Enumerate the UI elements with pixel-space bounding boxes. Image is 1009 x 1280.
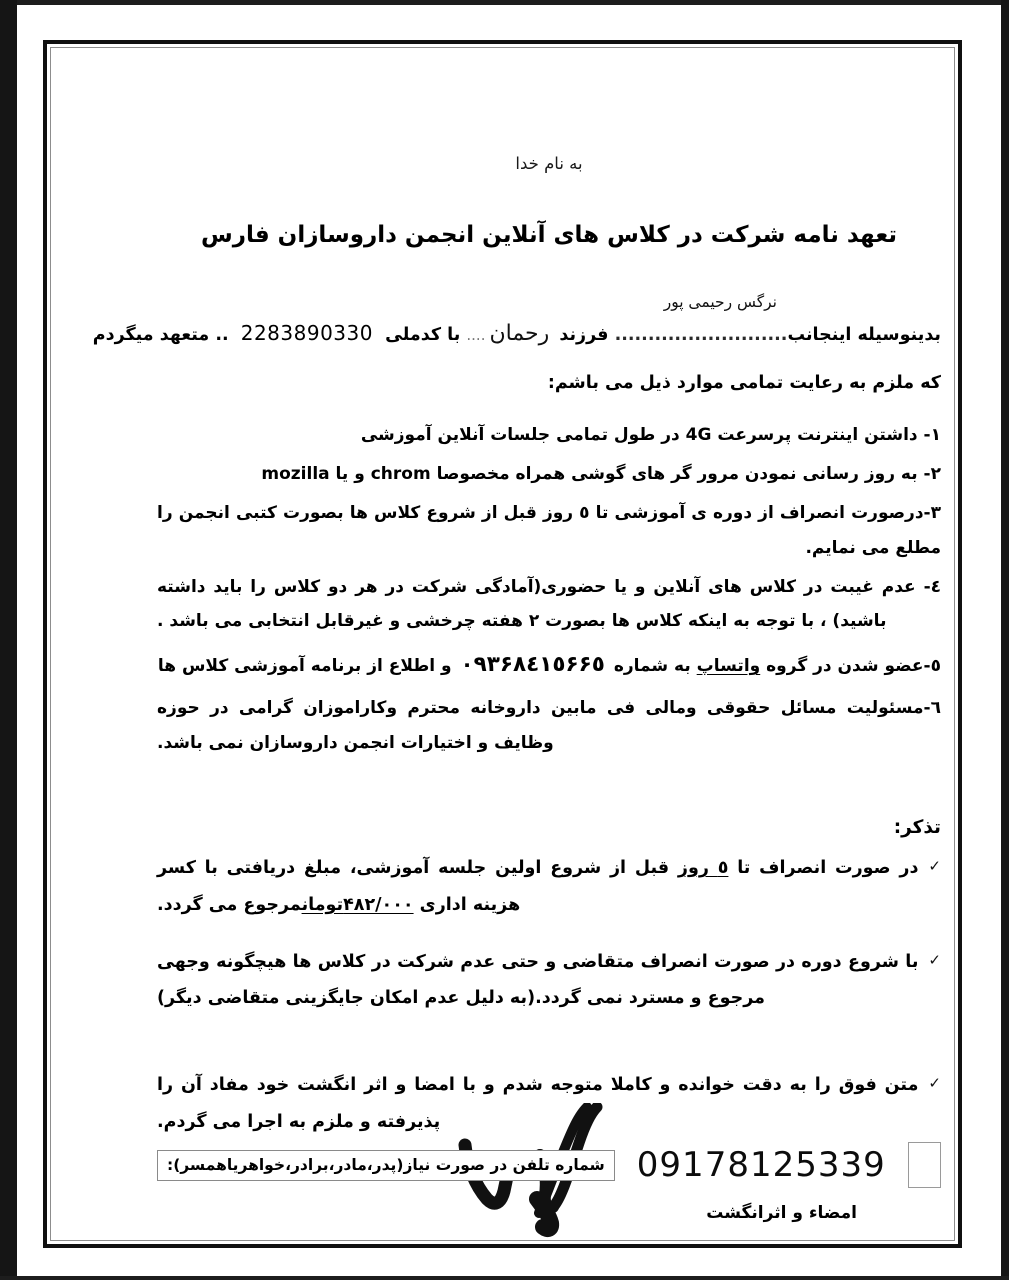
notice-item-2 (157, 944, 941, 1018)
notice-item-3-text: متن فوق را به دقت خوانده و کاملا متوجه شدم و با امضا و اثر انگشت خود مفاد آن را پذیرفته و ملزم به اجرا می گردم. (157, 1075, 919, 1132)
clause-5-whatsapp-word: واتساپ (696, 656, 761, 677)
scan-edge-bottom (0, 1276, 1009, 1280)
clause-item-3 (157, 496, 941, 566)
notice-1-part3: مرجوع می گردد. (157, 894, 302, 915)
document-body (92, 102, 989, 1274)
intro-block (92, 293, 941, 400)
clause-5-whatsapp-number: ۰۹۳۶۸٤۱٥۶۶٥ (460, 652, 605, 678)
clause-1-latin: 4G (685, 425, 712, 446)
intro-father-dots: .... (466, 326, 486, 345)
intro-father-label: فرزند (559, 325, 609, 346)
clause-2-latin-mozilla: mozilla (261, 464, 330, 485)
intro-name-dots: .......................... (614, 325, 788, 346)
footer-phone-row (157, 1142, 941, 1188)
notice-1-part1: در صورت انصراف تا (737, 858, 919, 879)
commitment-line: که ملزم به رعایت تمامی موارد ذیل می باشم: (547, 372, 941, 393)
notice-item-2-text: با شروع دوره در صورت انصراف متقاضی و حتی عدم شرکت در کلاس ها هیچگونه وجهی مرجوع و مسترد نمی گردد.(به دلیل عدم امکان جایگزینی متقاضی دیگر) (157, 951, 919, 1009)
clause-2-latin-chrome: chrom (370, 464, 431, 485)
clause-6-number: ٦- (923, 698, 941, 719)
clause-3-text: درصورت انصراف از دوره ی آموزشی تا ٥ روز قبل از شروع کلاس ها بصورت کتبی انجمن را مطلع می نمایم. (157, 502, 941, 558)
notice-item-1 (157, 850, 941, 924)
filled-father-name: رحمان (489, 321, 550, 347)
clause-3-number: ۳- (923, 502, 941, 523)
clause-item-5 (157, 643, 941, 687)
intro-prefix: بدینوسیله اینجانب (787, 325, 941, 346)
clause-item-1 (157, 418, 941, 453)
clause-1-number: ۱- (923, 425, 941, 446)
clause-5-text-before: عضو شدن در گروه (766, 656, 924, 677)
clause-5-text-after: و اطلاع از برنامه آموزشی کلاس ها (157, 656, 452, 677)
phone-label-box: شماره تلفن در صورت نیاز(پدر،مادر،برادر،خواهریاهمسر): (157, 1150, 615, 1181)
notice-list (157, 850, 941, 1141)
checkmark-icon: ✓ (928, 950, 941, 969)
clause-5-number: ٥- (923, 656, 941, 677)
intro-id-label: با کدملی (385, 325, 461, 346)
clause-2-text-middle: و یا (335, 464, 365, 485)
clause-1-text-before: داشتن اینترنت پرسرعت (717, 425, 918, 446)
notice-item-3 (157, 1067, 941, 1141)
clause-list (157, 418, 941, 761)
notice-1-days: ٥ روز (677, 858, 729, 879)
notice-heading: تذکر: (893, 817, 941, 839)
notice-item-1-text (157, 850, 918, 924)
checkmark-icon: ✓ (928, 1074, 941, 1093)
clause-4-number: ٤- (923, 576, 942, 597)
filled-national-id: 2283890330 (240, 321, 373, 346)
scan-edge-left (0, 0, 17, 1280)
notice-1-part2: قبل از شروع اولین جلسه آموزشی، مبلغ دریافتی با کسر هزینه اداری (157, 858, 670, 915)
scan-edge-right (1001, 0, 1009, 1280)
intro-line (92, 313, 941, 355)
clause-4-text: عدم غیبت در کلاس های آنلاین و یا حضوری(آمادگی شرکت در هر دو کلاس را باید داشته باشید) ، با توجه به اینکه کلاس ها بصورت ۲ هفته چرخشی و غیرقابل انتخابی می باشد . (157, 576, 916, 632)
clause-1-text-after: در طول تمامی جلسات آنلاین آموزشی (360, 425, 680, 446)
clause-6-text: مسئولیت مسائل حقوقی ومالی فی مابین داروخانه محترم وکاراموزان گرامی در حوزه وظایف و اختیارات انجمن داروسازان نمی باشد. (157, 698, 924, 754)
filled-phone-number: 09178125339 (636, 1145, 886, 1185)
intro-suffix: .. متعهد میگردم (92, 325, 229, 346)
notice-1-amount: ۴۸۲/۰۰۰تومان (301, 894, 414, 915)
clause-5-text-middle: به شماره (613, 656, 691, 677)
filled-applicant-name: نرگس رحیمی پور (663, 293, 777, 312)
checkmark-icon: ✓ (928, 857, 941, 876)
basmala-text: به نام خدا (515, 154, 583, 173)
signature-label: امضاء و اثرانگشت (706, 1202, 857, 1223)
clause-item-6 (157, 691, 941, 761)
clause-item-2 (157, 457, 941, 492)
clause-2-number: ۲- (923, 464, 941, 485)
document-border-frame (43, 40, 962, 1248)
clause-2-text-before: به روز رسانی نمودن مرور گر های گوشی همراه مخصوصا (436, 464, 918, 485)
phone-empty-box (908, 1142, 941, 1188)
clause-item-4 (157, 570, 941, 640)
scan-edge-top (0, 0, 1009, 5)
page-title: تعهد نامه شرکت در کلاس های آنلاین انجمن داروسازان فارس (201, 222, 897, 248)
